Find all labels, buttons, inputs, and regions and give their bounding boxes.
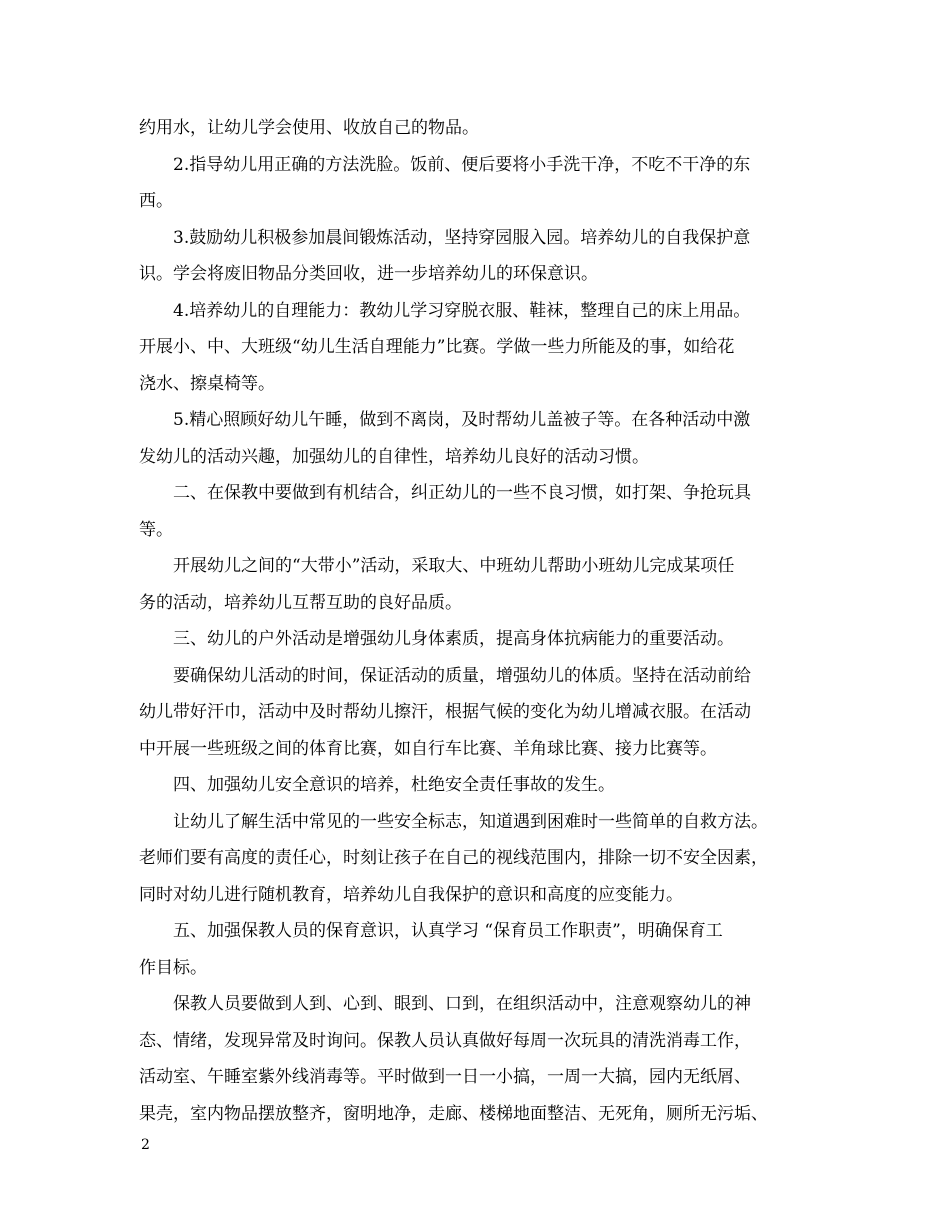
- body-text: [139, 110, 814, 1132]
- text-line: 发幼儿的活动兴趣，加强幼儿的自律性，培养幼儿良好的活动习惯。: [139, 446, 649, 467]
- text-line: 等。: [139, 519, 173, 540]
- text-line: 5.精心照顾好幼儿午睡，做到不离岗，及时帮幼儿盖被子等。在各种活动中激: [173, 410, 751, 430]
- text-line: 3.鼓励幼儿积极参加晨间锻炼活动，坚持穿园服入园。培养幼儿的自我保护意: [173, 227, 751, 248]
- text-line: 三、幼儿的户外活动是增强幼儿身体素质，提高身体抗病能力的重要活动。: [173, 629, 734, 649]
- text-line: 二、在保教中要做到有机结合，纠正幼儿的一些不良习惯，如打架、争抢玩具: [173, 483, 751, 503]
- text-line: 态、情绪，发现异常及时询问。保教人员认真做好每周一次玩具的清洗消毒工作，: [139, 1030, 751, 1051]
- text-line: 同时对幼儿进行随机教育，培养幼儿自我保护的意识和高度的应变能力。: [139, 884, 683, 905]
- text-line: 开展小、中、大班级“幼儿生活自理能力”比赛。学做一些力所能及的事，如给花: [139, 337, 735, 357]
- text-line: 开展幼儿之间的“大带小”活动，采取大、中班幼儿帮助小班幼儿完成某项任: [173, 556, 735, 576]
- text-line: 幼儿带好汗巾，活动中及时帮幼儿擦汗，根据气候的变化为幼儿增减衣服。在活动: [139, 702, 751, 722]
- text-line: 让幼儿了解生活中常见的一些安全标志，知道遇到困难时一些简单的自救方法。: [173, 811, 768, 832]
- text-line: 西。: [139, 191, 173, 211]
- page-number: 2: [141, 1137, 150, 1153]
- text-line: 浇水、擦桌椅等。: [139, 373, 275, 394]
- text-line: 活动室、午睡室紫外线消毒等。平时做到一日一小搞，一周一大搞，园内无纸屑、: [139, 1067, 751, 1087]
- text-line: 保教人员要做到人到、心到、眼到、口到，在组织活动中，注意观察幼儿的神: [173, 994, 751, 1014]
- text-line: 五、加强保教人员的保育意识，认真学习 “保育员工作职责”，明确保育工: [173, 921, 723, 941]
- text-line: 识。学会将废旧物品分类回收，进一步培养幼儿的环保意识。: [139, 264, 598, 284]
- text-line: 务的活动，培养幼儿互帮互助的良好品质。: [139, 592, 462, 613]
- text-line: 果壳，室内物品摆放整齐，窗明地净，走廊、楼梯地面整洁、无死角，厕所无污垢、: [139, 1103, 768, 1124]
- text-line: 约用水，让幼儿学会使用、收放自己的物品。: [139, 118, 479, 138]
- text-line: 老师们要有高度的责任心，时刻让孩子在自己的视线范围内，排除一切不安全因素，: [139, 848, 768, 868]
- text-line: 作目标。: [139, 957, 207, 978]
- text-line: 2.指导幼儿用正确的方法洗脸。饭前、便后要将小手洗干净，不吃不干净的东: [173, 154, 751, 175]
- text-line: 4.培养幼儿的自理能力：教幼儿学习穿脱衣服、鞋袜，整理自己的床上用品。: [173, 300, 751, 321]
- text-line: 要确保幼儿活动的时间，保证活动的质量，增强幼儿的体质。坚持在活动前给: [173, 665, 751, 686]
- text-line: 中开展一些班级之间的体育比赛，如自行车比赛、羊角球比赛、接力比赛等。: [139, 738, 717, 759]
- text-line: 四、加强幼儿安全意识的培养，杜绝安全责任事故的发生。: [173, 775, 615, 795]
